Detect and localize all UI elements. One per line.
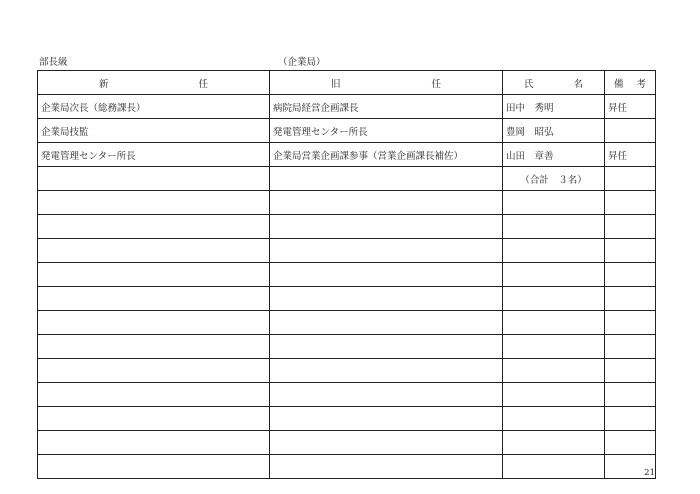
empty-cell — [605, 167, 656, 191]
rank-label: 部長級 — [39, 57, 68, 68]
note-cell — [605, 119, 656, 143]
empty-row — [38, 215, 656, 239]
header-note: 備 考 — [605, 71, 656, 95]
table-row — [38, 143, 656, 167]
table-header-row — [38, 71, 656, 95]
page-number: 21 — [644, 468, 655, 478]
table-row — [38, 119, 656, 143]
empty-row — [38, 311, 656, 335]
new-position-cell: 企業局次長（総務課長） — [38, 95, 270, 119]
old-position-cell: 発電管理センター所長 — [270, 119, 503, 143]
note-cell: 昇任 — [605, 143, 656, 167]
old-position-cell: 企業局営業企画課参事（営業企画課長補佐） — [270, 143, 503, 167]
empty-row — [38, 263, 656, 287]
empty-row — [38, 359, 656, 383]
total-count: （合計 ３名） — [503, 167, 605, 191]
empty-row — [38, 383, 656, 407]
empty-row — [38, 407, 656, 431]
bureau-label: （企業局） — [278, 57, 326, 68]
new-position-cell: 企業局技監 — [38, 119, 270, 143]
personnel-table — [37, 70, 656, 479]
table-row — [38, 95, 656, 119]
empty-cell — [38, 167, 270, 191]
header-new-position: 新 任 — [38, 71, 270, 95]
header-old-position: 旧 任 — [270, 71, 503, 95]
new-position-cell: 発電管理センター所長 — [38, 143, 270, 167]
empty-row — [38, 431, 656, 455]
name-cell: 田中 秀明 — [503, 95, 605, 119]
name-cell: 山田 章善 — [503, 143, 605, 167]
empty-row — [38, 287, 656, 311]
old-position-cell: 病院局経営企画課長 — [270, 95, 503, 119]
name-cell: 豊岡 昭弘 — [503, 119, 605, 143]
total-row — [38, 167, 656, 191]
header-name: 氏 名 — [503, 71, 605, 95]
empty-row — [38, 191, 656, 215]
note-cell: 昇任 — [605, 95, 656, 119]
empty-row — [38, 335, 656, 359]
empty-row — [38, 455, 656, 479]
empty-row — [38, 239, 656, 263]
empty-cell — [270, 167, 503, 191]
